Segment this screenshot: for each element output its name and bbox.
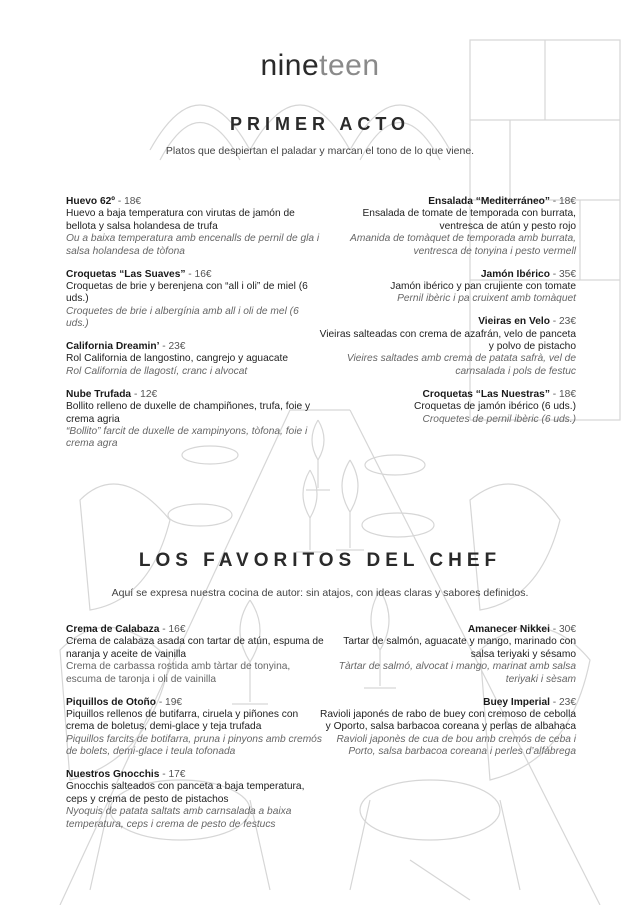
- dish-item: [318, 697, 576, 759]
- primer-acto-left-column: [66, 196, 324, 461]
- dish-item: [66, 389, 324, 451]
- dish-description: Tartar de salmón, aguacate y mango, marinado con salsa teriyaki y sésamo: [343, 636, 576, 660]
- dish-price: - 18€: [549, 196, 576, 207]
- dish-translation: Nyoquis de patata saltats amb carnsalada a baixa temperatura, ceps i crema de pesto de festucs: [66, 806, 292, 830]
- dish-translation: Piquillos farcits de botifarra, pruna i pinyons amb cremós de bolets, demi-glace i teula tofonada: [66, 733, 322, 758]
- dish-translation: Crema de carbassa rostida amb tàrtar de tonyina, escuma de taronja i oli de vainilla: [66, 661, 291, 685]
- section-subtitle-favoritos: Aquí se expresa nuestra cocina de autor: sin atajos, con ideas claras y sabores definidos.: [111, 587, 529, 599]
- primer-acto-right-column: [318, 196, 576, 437]
- dish-description: Croquetas de jamón ibérico (6 uds.): [414, 401, 576, 413]
- dish-translation: Vieires saltades amb crema de patata safrà, vel de carnsalada i pols de festuc: [346, 353, 576, 377]
- dish-price: - 18€: [549, 388, 576, 400]
- dish-item: [66, 196, 324, 258]
- section-title-primer-acto: PRIMER ACTO: [229, 114, 410, 134]
- brand-logo: [0, 48, 640, 84]
- dish-description: Rol California de langostino, cangrejo y aguacate: [66, 353, 289, 365]
- dish-item: [318, 316, 576, 378]
- dish-name: Ensalada “Mediterráneo”: [428, 196, 550, 207]
- dish-description: Bollito relleno de duxelle de champiñones, trufa, foie y crema agria: [66, 401, 311, 425]
- brand-part-1: nine: [260, 49, 320, 82]
- dish-description: Huevo a baja temperatura con virutas de jamón de bellota y salsa holandesa de trufa: [66, 208, 295, 232]
- dish-price: - 17€: [159, 769, 186, 781]
- dish-name: Nube Trufada: [66, 388, 132, 400]
- section-subtitle-primer-acto: Platos que despiertan el paladar y marcan el tono de lo que viene.: [165, 145, 475, 157]
- dish-price: - 23€: [549, 696, 576, 708]
- dish-name: Vieiras en Velo: [478, 316, 550, 328]
- dish-price: - 23€: [549, 316, 576, 328]
- dish-translation: “Bollito” farcit de duxelle de xampinyons, tòfona, foie i crema agra: [66, 426, 308, 450]
- dish-price: - 23€: [159, 341, 186, 353]
- dish-item: [318, 389, 576, 426]
- dish-item: [66, 697, 324, 759]
- dish-item: [318, 196, 576, 258]
- dish-price: - 12€: [131, 388, 158, 400]
- dish-translation: Croquetes de brie i albergínia amb all i oli de mel (6 uds.): [66, 305, 299, 330]
- dish-name: California Dreamin’: [66, 341, 160, 353]
- dish-price: - 35€: [549, 268, 576, 280]
- dish-description: Crema de calabaza asada con tartar de atún, espuma de naranja y aceite de vainilla: [66, 636, 324, 660]
- dish-description: Jamón ibérico y pan crujiente con tomate: [390, 280, 576, 292]
- brand-part-2: teen: [319, 49, 380, 82]
- dish-description: Croquetas de brie y berenjena con “all i oli” de miel (6 uds.): [66, 280, 308, 305]
- dish-translation: Pernil ibèric i pa cruixent amb tomàquet: [397, 293, 576, 305]
- dish-price: - 30€: [549, 624, 576, 635]
- favoritos-left-column: [66, 624, 324, 842]
- dish-description: Ravioli japonés de rabo de buey con cremoso de cebolla y Oporto, salsa barbacoa coreana y perlas de albahaca: [320, 708, 576, 733]
- favoritos-right-column: [318, 624, 576, 769]
- dish-price: - 16€: [185, 268, 212, 280]
- dish-description: Vieiras salteadas con crema de azafrán, velo de panceta y polvo de pistacho: [319, 328, 576, 353]
- dish-item: [318, 624, 576, 686]
- dish-name: Croquetas “Las Suaves”: [66, 268, 186, 280]
- dish-item: [66, 269, 324, 331]
- dish-name: Crema de Calabaza: [66, 624, 160, 635]
- dish-item: [66, 769, 324, 831]
- dish-price: - 16€: [159, 624, 186, 635]
- dish-item: [66, 624, 324, 686]
- dish-name: Piquillos de Otoño: [66, 696, 156, 708]
- dish-translation: Croquetes de pernil ibèric (6 uds.): [422, 413, 576, 425]
- dish-description: Gnocchis salteados con panceta a baja temperatura, ceps y crema de pesto de pistachos: [66, 781, 305, 805]
- dish-price: - 19€: [156, 696, 183, 708]
- dish-item: [66, 341, 324, 378]
- dish-name: Nuestros Gnocchis: [66, 769, 160, 781]
- dish-name: Amanecer Nikkei: [467, 624, 550, 635]
- dish-translation: Ou a baixa temperatura amb encenalls de pernil de gla i salsa holandesa de tòfona: [66, 233, 320, 257]
- dish-translation: Amanida de tomàquet de temporada amb burrata, ventresca de tonyina i pesto vermell: [350, 233, 576, 257]
- dish-name: Buey Imperial: [483, 696, 550, 708]
- dish-item: [318, 269, 576, 306]
- dish-price: - 18€: [115, 196, 142, 207]
- section-title-favoritos: LOS FAVORITOS DEL CHEF: [138, 550, 502, 571]
- dish-translation: Ravioli japonès de cua de bou amb cremós de ceba i Porto, salsa barbacoa coreana i perles d’alfàbrega: [336, 733, 576, 758]
- dish-translation: Rol California de llagostí, cranc i alvocat: [66, 365, 248, 377]
- dish-name: Huevo 62º: [66, 196, 116, 207]
- dish-description: Piquillos rellenos de butifarra, ciruela y piñones con crema de boletus, demi-glace y teja trufada: [66, 708, 299, 733]
- dish-description: Ensalada de tomate de temporada con burrata, ventresca de atún y pesto rojo: [362, 208, 576, 232]
- dish-name: Croquetas “Las Nuestras”: [422, 388, 550, 400]
- dish-translation: Tàrtar de salmó, alvocat i mango, marinat amb salsa teriyaki i sèsam: [338, 661, 576, 685]
- dish-name: Jamón Ibérico: [480, 268, 550, 280]
